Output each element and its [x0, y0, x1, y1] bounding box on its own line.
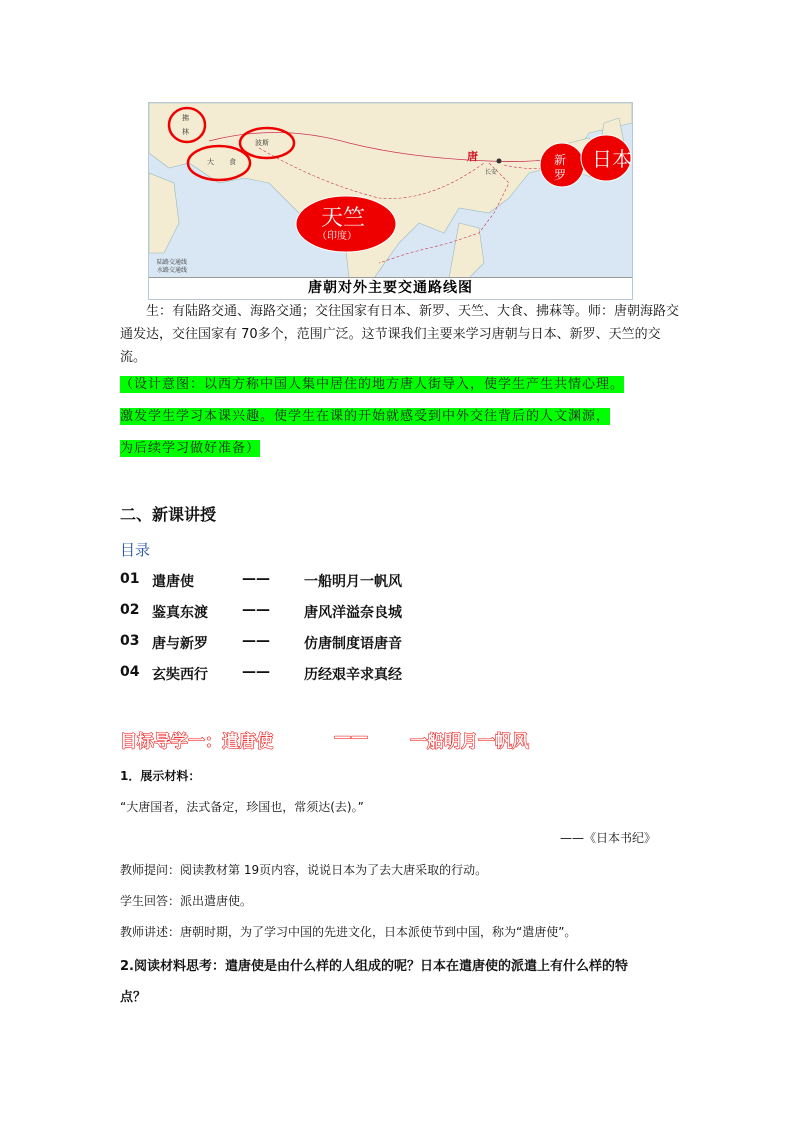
- toc-theme: 仿唐制度语唐音: [304, 636, 402, 652]
- map-label-tang: 唐: [467, 150, 478, 163]
- map-label-tianzhu: 天竺: [321, 206, 366, 231]
- teacher-narration: 教师讲述：唐朝时期，为了学习中国的先进文化，日本派使节到中国，称为“遣唐使”。: [120, 925, 577, 939]
- section-title: 二、新课讲授: [120, 505, 217, 524]
- map-label-dashi-1: 大: [207, 158, 214, 166]
- intro-paragraph: 生：有陆路交通、海路交通；交往国家有日本、新罗、天竺、大食、拂菻等。师：唐朝海路交通发达，交往国家有 70多个，范围广泛。这节课我们主要来学习唐朝与日本、新罗、天竺的交流。: [120, 304, 680, 365]
- toc-topic: 鉴真东渡: [152, 605, 208, 621]
- map-caption: 唐朝对外主要交通路线图: [149, 277, 632, 299]
- map-label-bosi: 波斯: [255, 139, 269, 147]
- map-label-lin: 林: [182, 128, 189, 136]
- design-note-line-1: （设计意图：以西方称中国人集中居住的地方唐人街导入，使学生产生共情心理。: [120, 377, 625, 392]
- toc-topic: 唐与新罗: [152, 636, 208, 652]
- map-graphic: [149, 103, 632, 278]
- map-label-yindu: （印度）: [317, 231, 357, 242]
- map-label-riben: 日本: [592, 147, 632, 171]
- goal-dash: ——: [334, 727, 368, 747]
- toc-title: 目录: [120, 541, 151, 559]
- toc-num: 04: [120, 664, 140, 680]
- map-label-fu: 拂: [182, 114, 189, 122]
- map-label-xinluo-1: 新: [554, 153, 567, 167]
- think-question-line-1: 2.阅读材料思考：遣唐使是由什么样的人组成的呢？日本在遣唐使的派遣上有什么样的特: [120, 959, 628, 974]
- map-legend: [157, 259, 187, 275]
- toc-topic: 玄奘西行: [152, 667, 208, 683]
- map-label-changan: 长安: [485, 169, 498, 176]
- toc-dash: ——: [242, 571, 270, 587]
- toc-theme: 一船明月一帆风: [304, 574, 402, 590]
- student-answer: 学生回答：派出遣唐使。: [120, 894, 253, 908]
- goal-label: 目标导学一：遣唐使: [120, 732, 273, 752]
- map-label-dashi-2: 食: [229, 158, 236, 166]
- toc-num: 01: [120, 571, 140, 587]
- think-question-line-2: 点？: [120, 990, 147, 1005]
- legend-sea: 水路交通线: [157, 267, 188, 274]
- toc-dash: ——: [242, 602, 270, 618]
- map-label-xinluo-2: 罗: [554, 168, 567, 182]
- legend-land: 陆路交通线: [157, 259, 188, 266]
- design-note-line-2: 激发学生学习本课兴趣。使学生在课的开始就感受到中外交往背后的人文渊源，: [120, 409, 611, 424]
- material-quote: “大唐国者，法式备定，珍国也，常须达(去)。”: [120, 800, 364, 814]
- goal-theme: 一船明月一帆风: [410, 732, 529, 752]
- toc-theme: 历经艰辛求真经: [304, 667, 402, 683]
- toc-topic: 遣唐使: [152, 574, 194, 590]
- material-source: ——《日本书纪》: [560, 831, 657, 845]
- toc-num: 02: [120, 602, 140, 618]
- tang-trade-route-map: [148, 102, 633, 300]
- toc-theme: 唐风洋溢奈良城: [304, 605, 402, 621]
- teacher-question: 教师提问：阅读教材第 19页内容，说说日本为了去大唐采取的行动。: [120, 863, 488, 877]
- design-note: [120, 370, 624, 464]
- toc-dash: ——: [242, 664, 270, 680]
- material-heading: 1．展示材料：: [120, 769, 201, 783]
- design-note-line-3: 为后续学习做好准备）: [120, 441, 261, 456]
- toc-num: 03: [120, 633, 140, 649]
- toc-dash: ——: [242, 633, 270, 649]
